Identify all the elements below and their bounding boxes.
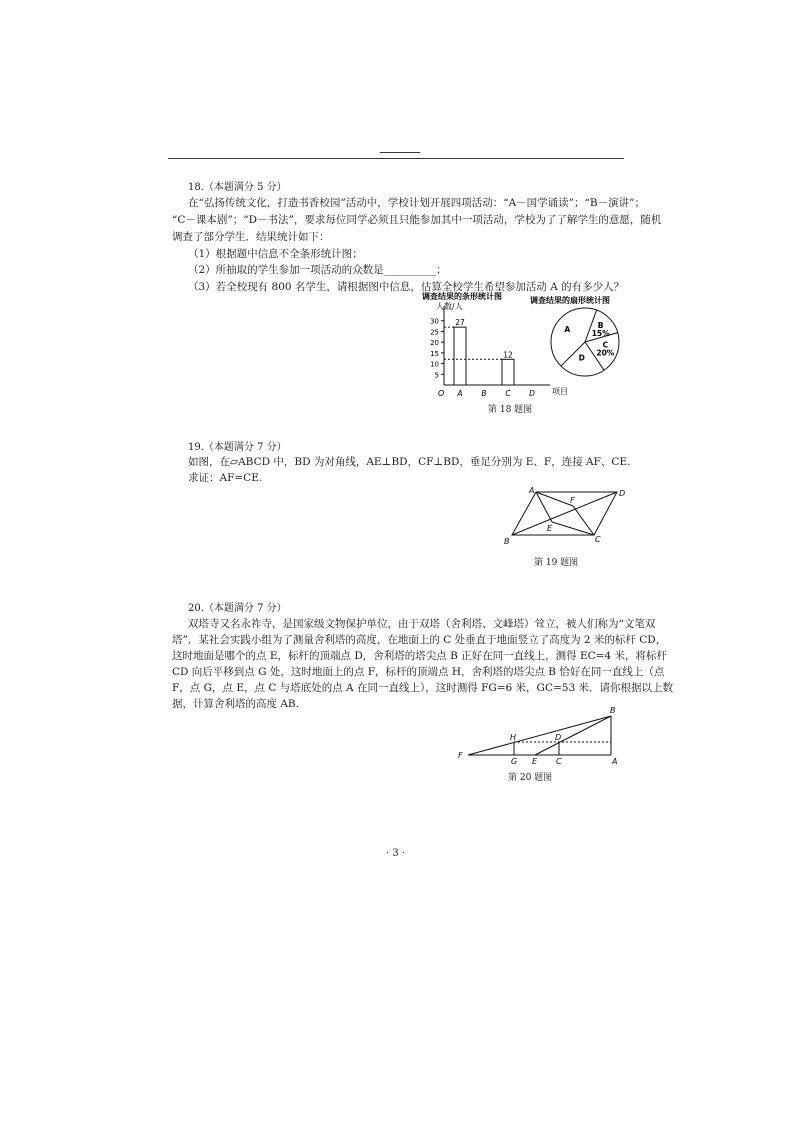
label-g: G	[511, 757, 518, 766]
segment-af	[536, 492, 573, 506]
q20-caption: 第 20 题图	[508, 773, 553, 783]
label-d: D	[619, 489, 626, 498]
segment-ae	[536, 492, 552, 522]
bar-chart-title: 调查结果的条形统计图	[422, 292, 502, 301]
label-b: B	[504, 537, 510, 546]
bar-category-label: B	[481, 389, 487, 398]
label-e: E	[547, 524, 553, 533]
q20-heading: 20.（本题满分 7 分）	[188, 603, 287, 614]
label-c: C	[556, 757, 562, 766]
bar-y-tick-label: 5	[434, 371, 439, 380]
line-eb	[535, 716, 611, 755]
bar-A	[454, 327, 466, 385]
label-f: F	[458, 751, 463, 760]
segment-ce	[552, 522, 594, 535]
label-a: A	[529, 486, 535, 495]
pie-chart-title: 调查结果的扇形统计图	[530, 296, 610, 305]
page-number: · 3 ·	[386, 848, 406, 859]
bar-chart-ylabel: 人数/人	[436, 302, 463, 311]
bar-data-label: 12	[503, 350, 513, 360]
bar-C	[502, 359, 514, 385]
label-d: D	[555, 733, 562, 742]
q18-caption: 第 18 题图	[488, 405, 533, 415]
segment-cf	[573, 506, 594, 535]
pie-slice-label: A	[564, 324, 571, 334]
bar-y-tick-label: 15	[430, 349, 439, 358]
q18-sub-2: （2）所抽取的学生参加一项活动的众数是__________；	[188, 264, 447, 276]
q18-sub-3: （3）若全校现有 800 名学生，请根据图中信息，估算全校学生希望参加活动 A 的有多少人？	[188, 281, 625, 293]
label-c: C	[595, 535, 601, 544]
q19-heading: 19.（本题满分 7 分）	[188, 442, 287, 453]
bar-y-tick-label: 30	[430, 317, 439, 326]
q20-text-2: 塔”．某社会实践小组为了测量舍利塔的高度，在地面上的 C 处垂直于地面竖立了高度为 2 米的标杆 CD，	[172, 634, 667, 646]
q19-figure	[500, 484, 630, 550]
q18-text-3: 调查了部分学生．结果统计如下：	[172, 231, 330, 243]
bar-y-tick-label: 25	[430, 328, 439, 337]
line-fb	[468, 716, 611, 755]
label-f: F	[570, 496, 575, 505]
bar-category-label: C	[505, 389, 511, 398]
bar-y-tick-label: 10	[430, 360, 439, 369]
label-e: E	[532, 757, 538, 766]
pie-slice-value: 15%	[591, 328, 610, 338]
q19-text-2: 求证：AF=CE.	[188, 472, 263, 484]
bar-chart-xlabel: 项目	[552, 387, 568, 396]
bar-category-label: D	[529, 389, 535, 398]
diagonal-bd	[512, 492, 617, 535]
bar-y-tick-label: 20	[430, 339, 439, 348]
pie-slice-label: B	[597, 320, 604, 330]
q19-caption: 第 19 题图	[534, 558, 579, 568]
q19-text-1: 如图，在▱ABCD 中，BD 为对角线，AE⊥BD，CF⊥BD，垂足分别为 E、F，连接 AF、CE.	[188, 456, 631, 468]
q20-text-3: 这时地面是哪个的点 E，标杆的顶端点 D，舍利塔的塔尖点 B 正好在同一直线上，测得 EC=4 米，将标杆	[172, 650, 668, 662]
label-a: A	[612, 757, 618, 766]
q18-text-2: “C－课本剧”；“D－书法”，要求每位同学必须且只能参加其中一项活动，学校为了了解学生的意愿，随机	[172, 214, 662, 226]
pie-slice-label: D	[578, 353, 585, 363]
q20-text-1: 双塔寺又名永祚寺，是国家级文物保护单位，由于双塔（舍利塔、文峰塔）耸立，被人们称为“文笔双	[188, 618, 656, 630]
bar-data-label: 27	[455, 318, 465, 328]
label-h: H	[510, 733, 517, 742]
q20-text-4: CD 向后平移到点 G 处，这时地面上的点 F，标杆的顶端点 H，舍利塔的塔尖点 B 恰好在同一直线上（点	[172, 666, 665, 678]
pie-slice-value: 20%	[596, 348, 615, 358]
bar-category-label: A	[457, 389, 463, 398]
header-mark	[380, 152, 420, 153]
q20-text-5: F，点 G，点 E，点 C 与塔底处的点 A 在同一直线上），这时测得 FG=6 米，GC=53 米．请你根据以上数	[172, 682, 673, 694]
q18-heading: 18.（本题满分 5 分）	[188, 182, 287, 193]
q18-sub-1: （1）根据题中信息不全条形统计图；	[188, 248, 363, 260]
q20-figure	[455, 700, 625, 770]
pie-slice-label: C	[602, 340, 609, 350]
q18-pie-chart	[528, 288, 628, 378]
header-rule	[168, 158, 624, 159]
label-b: B	[610, 706, 616, 715]
bar-chart-origin: O	[438, 389, 445, 398]
q20-text-6: 据，计算舍利塔的高度 AB.	[172, 698, 299, 710]
q18-text-1: 在“弘扬传统文化，打造书香校园”活动中，学校计划开展四项活动：“A－国学诵读”；“B－演讲”；	[188, 197, 646, 209]
